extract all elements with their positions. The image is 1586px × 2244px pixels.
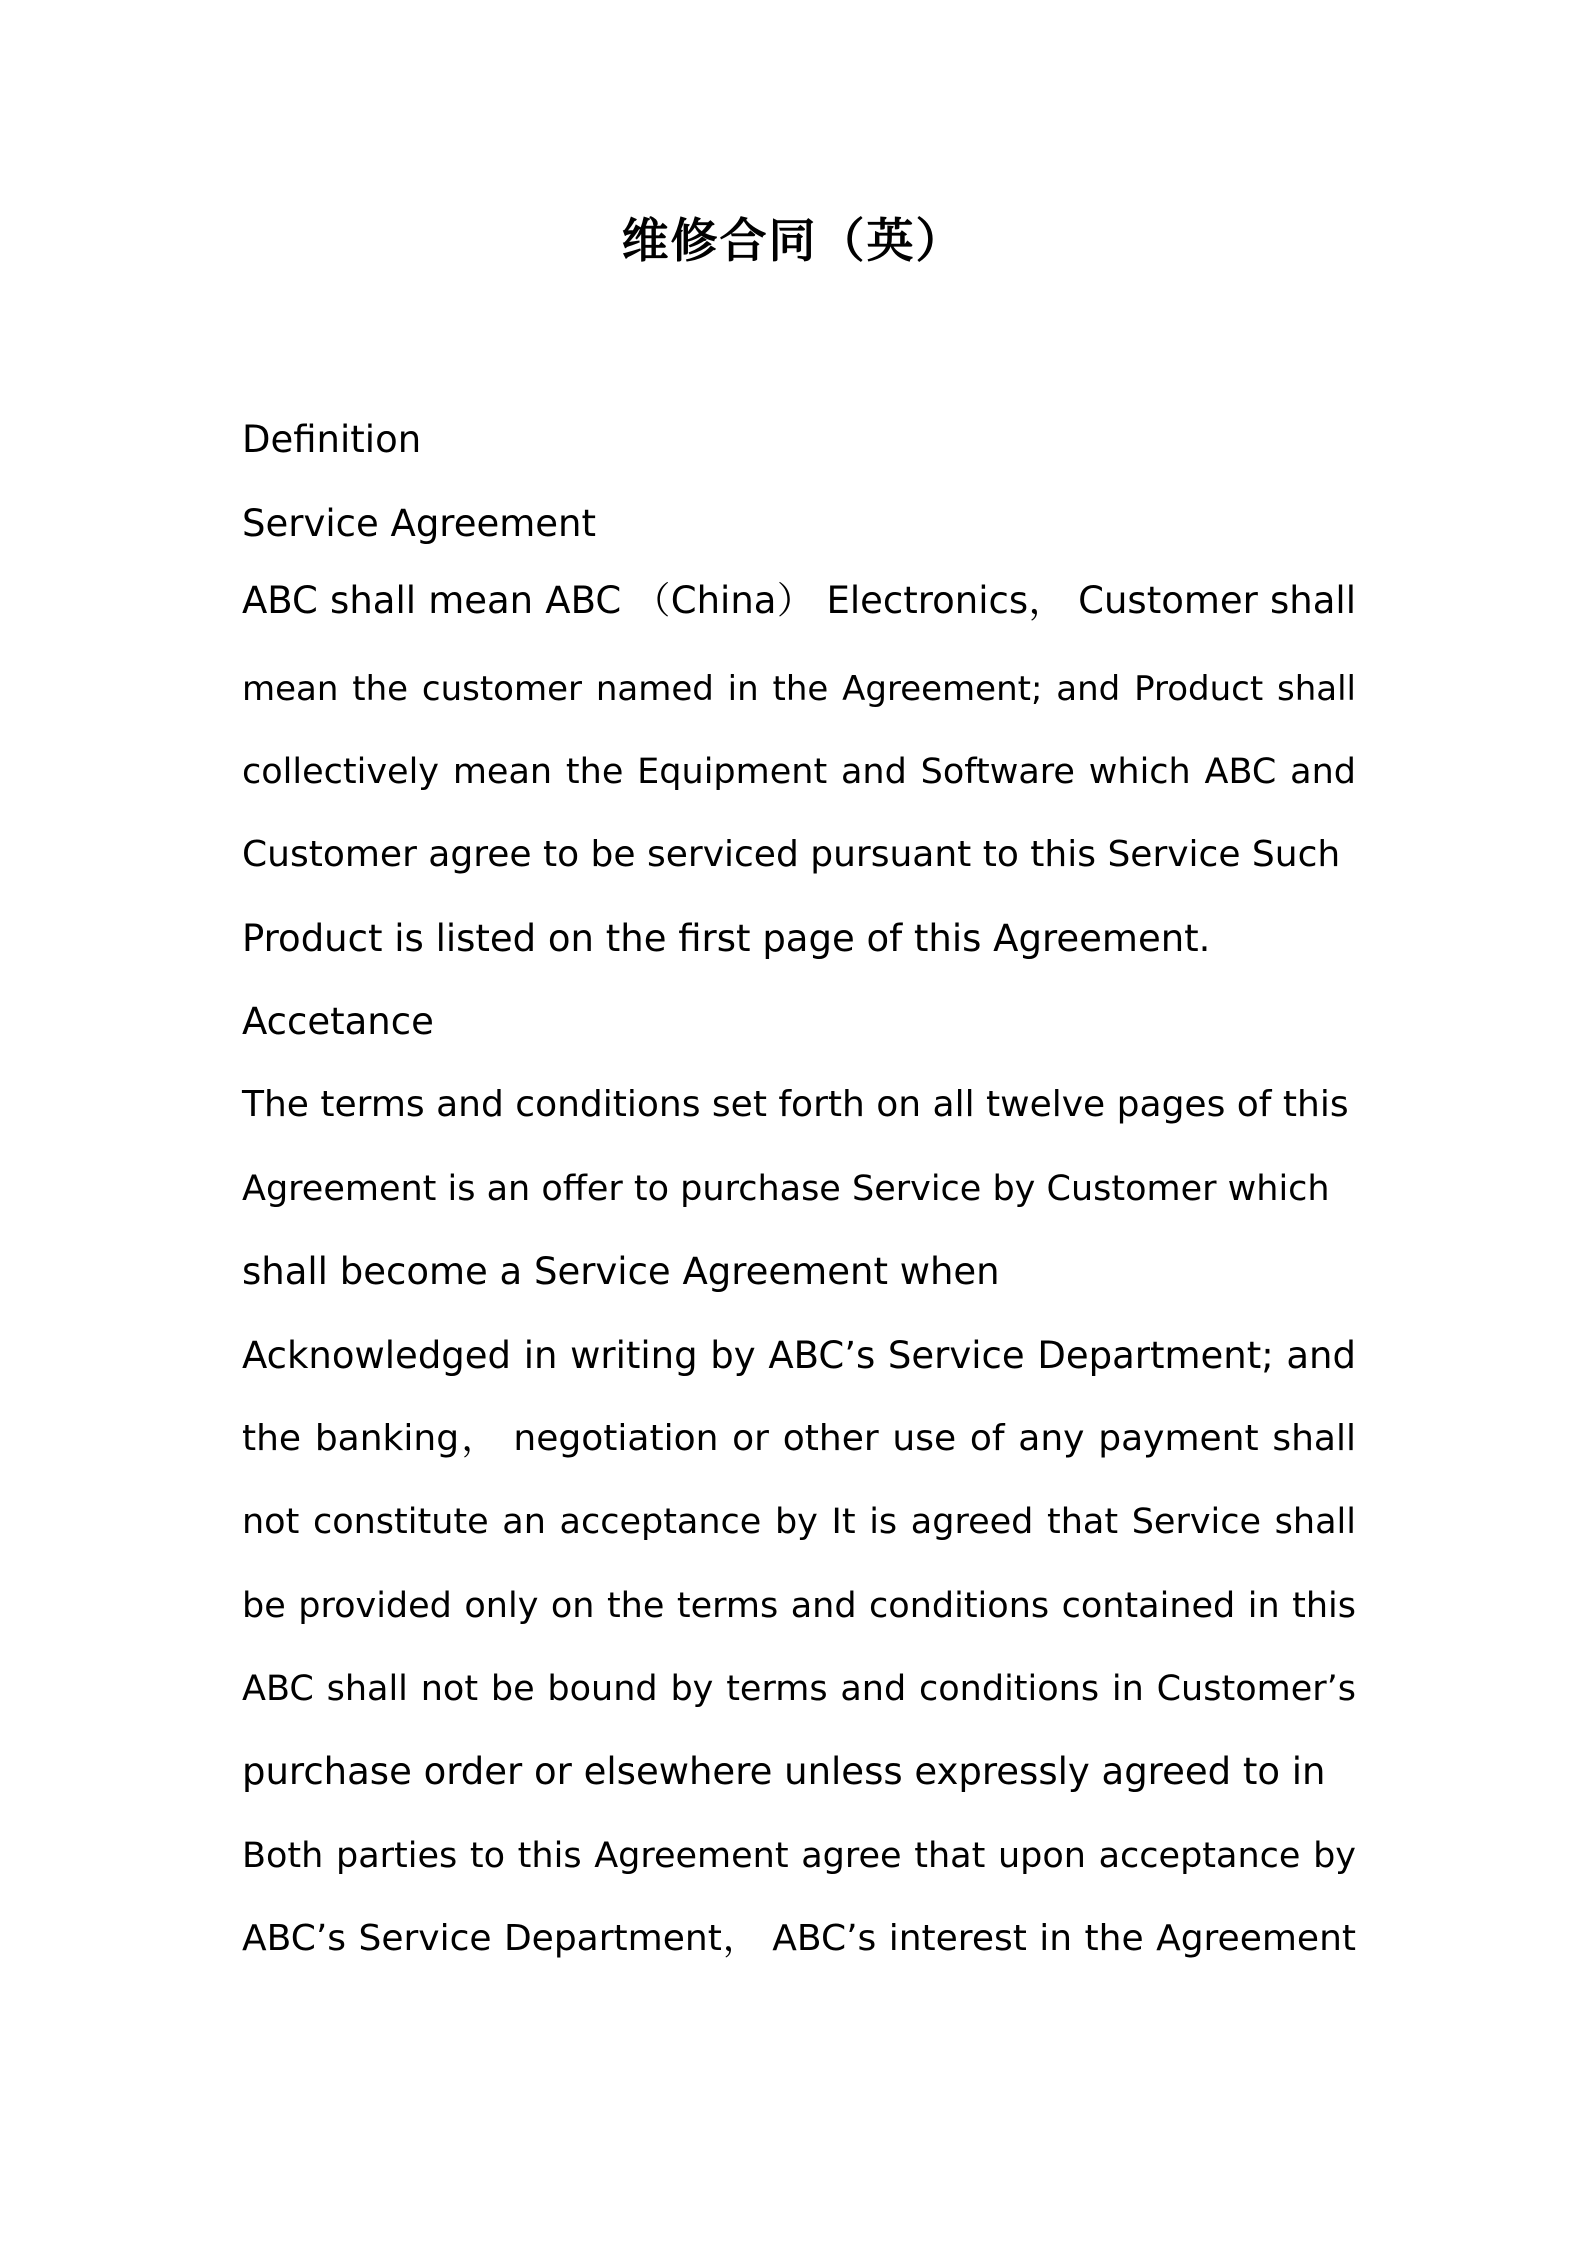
- paragraph-line: Customer agree to be serviced pursuant to this Service Such: [242, 834, 1341, 875]
- document-title: 维修合同（英）: [621, 214, 965, 269]
- section-heading-definition: Definition: [242, 418, 422, 461]
- paragraph-line: be provided only on the terms and conditions contained in this: [242, 1586, 1356, 1626]
- paragraph-line: the banking， negotiation or other use of any payment shall: [242, 1418, 1356, 1459]
- paragraph-line: shall become a Service Agreement when: [242, 1250, 1000, 1293]
- paragraph-line: purchase order or elsewhere unless expressly agreed to in: [242, 1750, 1326, 1793]
- paragraph-line: not constitute an acceptance by It is agreed that Service shall: [242, 1502, 1356, 1542]
- paragraph-line: Product is listed on the first page of this Agreement.: [242, 917, 1211, 960]
- paragraph-line: Both parties to this Agreement agree that upon acceptance by: [242, 1836, 1356, 1876]
- paragraph-line: ABC’s Service Department， ABC’s interest in the Agreement: [242, 1918, 1356, 1959]
- paragraph-line: Agreement is an offer to purchase Service by Customer which: [242, 1169, 1330, 1209]
- paragraph-line: ABC shall mean ABC （China） Electronics， Customer shall: [242, 579, 1356, 622]
- paragraph-line: mean the customer named in the Agreement; and Product shall: [242, 669, 1356, 709]
- section-heading-service-agreement: Service Agreement: [242, 502, 596, 545]
- paragraph-line: Acknowledged in writing by ABC’s Service Department; and: [242, 1334, 1356, 1377]
- section-heading-acceptance: Accetance: [242, 1000, 434, 1043]
- paragraph-line: The terms and conditions set forth on all twelve pages of this: [242, 1084, 1349, 1125]
- paragraph-line: ABC shall not be bound by terms and conditions in Customer’s: [242, 1669, 1356, 1709]
- paragraph-line: collectively mean the Equipment and Software which ABC and: [242, 752, 1356, 792]
